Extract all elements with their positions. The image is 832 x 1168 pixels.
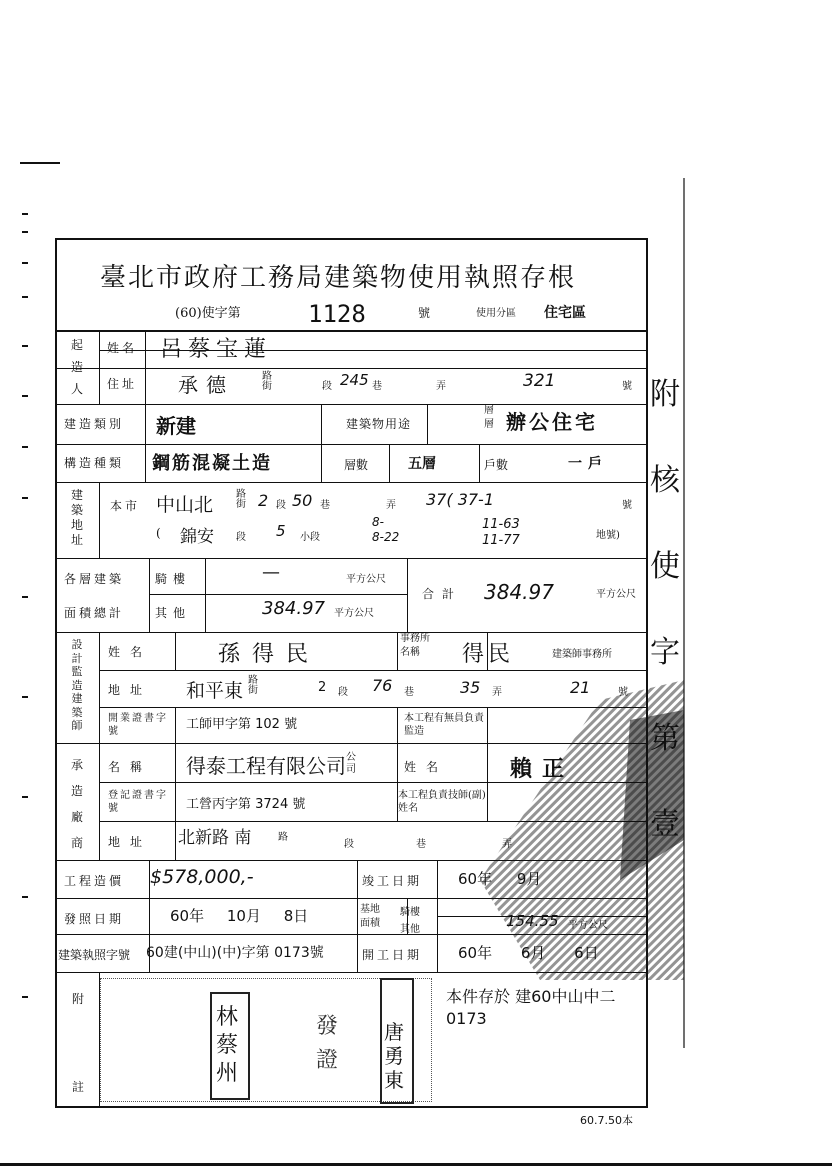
notes-label-top: 附 (72, 992, 88, 1006)
builder-lane-unit: 巷 (372, 381, 382, 392)
permit-prefix: (60)使字第 (175, 306, 241, 321)
binding-marks (0, 0, 50, 1168)
builder-group-label: 起造人 (70, 338, 83, 396)
contractor-alley-unit: 弄 (502, 839, 512, 850)
stamp-seal-1-text: 林蔡州 (216, 1005, 239, 1086)
notes-handwritten: 本件存於 建60中山中二0173 (446, 987, 616, 1028)
base-arcade-label: 騎樓 (400, 907, 420, 918)
site-lane-unit: 巷 (320, 500, 330, 511)
site-land-section-unit: 段 (236, 532, 246, 543)
architect-office-value: 得民 (462, 642, 515, 667)
architect-license-label: 開業證書字號 (108, 713, 168, 737)
architect-address-label: 地址 (108, 683, 153, 697)
issue-date-label: 發照日期 (64, 912, 125, 926)
architect-section-value: 2 (318, 680, 327, 695)
architect-section-unit: 段 (338, 687, 348, 698)
start-date-value: 60年 9月 (458, 870, 542, 888)
architect-office-suffix: 建築師事務所 (552, 649, 612, 660)
footer-code: 60.7.50本 (580, 1114, 633, 1127)
contractor-lane-unit: 巷 (416, 839, 426, 850)
builder-name-value: 呂蔡宝蓮 (160, 337, 273, 362)
builder-number-unit: 號 (622, 381, 632, 392)
architect-name-label: 姓名 (108, 645, 153, 659)
construction-type-value: 新建 (156, 414, 196, 438)
contractor-name-value: 得泰工程有限公司 (186, 754, 346, 778)
site-open-paren: ( (156, 526, 161, 540)
site-subsection-value: 5 (276, 522, 286, 540)
architect-license-value: 工師甲字第 102 號 (186, 717, 298, 732)
open-date-label: 開工日期 (362, 948, 423, 962)
builder-number-value: 321 (523, 371, 556, 391)
builder-road-unit: 路街 (262, 371, 272, 392)
issue-date-value: 60年 10月 8日 (170, 907, 309, 925)
area-group-label-1: 各層建築 (64, 572, 125, 586)
permit-number-label: 建築執照字號 (58, 948, 131, 962)
architect-office-label: 事務所名稱 (400, 633, 430, 658)
contractor-address-label: 地址 (108, 835, 153, 849)
site-section-unit: 段 (276, 500, 286, 511)
other-area-unit: 平方公尺 (334, 608, 374, 619)
site-number-unit: 號 (622, 500, 632, 511)
households-label: 戶數 (484, 458, 509, 472)
households-value: 一戶 (568, 456, 608, 472)
site-lot-a: 8- (372, 515, 384, 529)
contractor-name-label: 名稱 (108, 760, 153, 774)
site-numbers: 37( 37-1 (426, 490, 494, 509)
site-district: 中山北 (156, 494, 214, 516)
contractor-person-label: 姓名 (404, 760, 449, 774)
site-area-name: 錦安 (180, 527, 214, 547)
permit-suffix: 號 (418, 306, 431, 320)
site-road-unit: 路街 (236, 489, 246, 510)
base-other-label: 其他 (400, 924, 420, 935)
notes-label-bottom: 註 (72, 1080, 88, 1094)
site-lane-value: 50 (292, 491, 313, 510)
permit-number-value: 60建(中山)(中)字第 0173號 (146, 945, 324, 961)
building-use-label: 建築物用途 (346, 417, 412, 431)
architect-number-unit: 號 (618, 687, 628, 698)
arcade-value: — (262, 562, 280, 583)
site-alley-unit: 弄 (386, 500, 396, 511)
site-lot-c: 11-63 (482, 517, 520, 532)
contractor-engineer-label: 本工程負責技師(副)姓名 (398, 790, 486, 814)
total-area-value: 384.97 (484, 580, 554, 604)
site-lot-unit: 地號) (596, 530, 620, 541)
architect-supervisor-label: 本工程有無員負責監造 (404, 713, 484, 737)
zoning-label: 使用分區 (476, 308, 516, 319)
site-lot-b: 8-22 (372, 530, 400, 544)
base-area-value: 154.55 (506, 912, 559, 930)
architect-lane-value: 76 (372, 676, 393, 695)
site-section-value: 2 (258, 491, 269, 510)
construction-type-label: 建造類別 (64, 417, 125, 431)
total-area-unit: 平方公尺 (596, 589, 636, 600)
open-date-value: 60年 6月 6日 (458, 944, 599, 962)
contractor-road-unit: 路 (278, 832, 288, 843)
page-bottom-edge (0, 1163, 832, 1166)
cost-value: $578,000,- (150, 866, 254, 888)
other-area-value: 384.97 (262, 598, 325, 619)
builder-address-label: 住址 (107, 377, 138, 391)
structure-label: 構造種類 (64, 456, 125, 470)
contractor-section-unit: 段 (344, 839, 354, 850)
builder-address-road: 承德 (178, 373, 234, 397)
form-title: 臺北市政府工務局建築物使用執照存根 (100, 263, 577, 293)
total-area-label: 合計 (422, 587, 463, 601)
diagonal-stamp-overlay (480, 680, 684, 980)
structure-value: 鋼筋混凝土造 (152, 453, 272, 474)
arcade-label: 騎樓 (155, 572, 192, 586)
contractor-reg-label: 登記證書字號 (108, 790, 168, 814)
contractor-person-value: 賴正 (510, 757, 575, 782)
base-area-label: 基地面積 (360, 904, 380, 929)
margin-stamp-text: 附 核 使 字 (650, 377, 680, 670)
contractor-company-unit: 公司 (346, 752, 356, 775)
top-fold-line (20, 162, 60, 164)
architect-address-road: 和平東 (186, 680, 244, 702)
building-use-floors: 層 層 (484, 405, 494, 430)
area-group-label-2: 面積總計 (64, 606, 125, 620)
site-city: 本市 (110, 499, 141, 513)
contractor-group-label: 承造廠商 (70, 758, 83, 850)
floors-label: 層數 (344, 458, 369, 472)
stamp-seal-3-text: 唐勇東 (384, 1020, 404, 1092)
site-group-label: 建築地址 (70, 488, 83, 547)
zoning-value: 住宅區 (544, 305, 586, 321)
builder-name-label: 姓名 (107, 341, 138, 355)
site-subsection-unit: 小段 (300, 532, 320, 543)
contractor-address-value: 北新路 南 (178, 828, 252, 848)
permit-number: 1128 (308, 300, 366, 328)
arcade-unit: 平方公尺 (346, 574, 386, 585)
base-area-unit: 平方公尺 (568, 920, 608, 931)
contractor-reg-value: 工營丙字第 3724 號 (186, 797, 306, 812)
builder-lane-value: 245 (340, 371, 369, 389)
architect-name-value: 孫得民 (218, 642, 321, 667)
floors-value: 五層 (408, 456, 436, 472)
architect-number-value: 21 (570, 678, 591, 697)
building-use-value: 辦公住宅 (506, 410, 598, 434)
architect-alley-value: 35 (460, 678, 481, 697)
architect-lane-unit: 巷 (404, 687, 414, 698)
architect-road-unit: 路街 (248, 675, 258, 696)
site-lot-d: 11-77 (482, 533, 520, 548)
stamp-seal-2-text: 發證 (316, 1014, 339, 1073)
architect-alley-unit: 弄 (492, 687, 502, 698)
other-area-label: 其他 (155, 606, 192, 620)
cost-label: 工程造價 (64, 874, 125, 888)
architect-group-label: 設計監造建築師 (71, 638, 83, 732)
builder-section-unit: 段 (322, 381, 332, 392)
builder-alley-unit: 弄 (436, 381, 446, 392)
start-date-label: 竣工日期 (362, 874, 423, 888)
